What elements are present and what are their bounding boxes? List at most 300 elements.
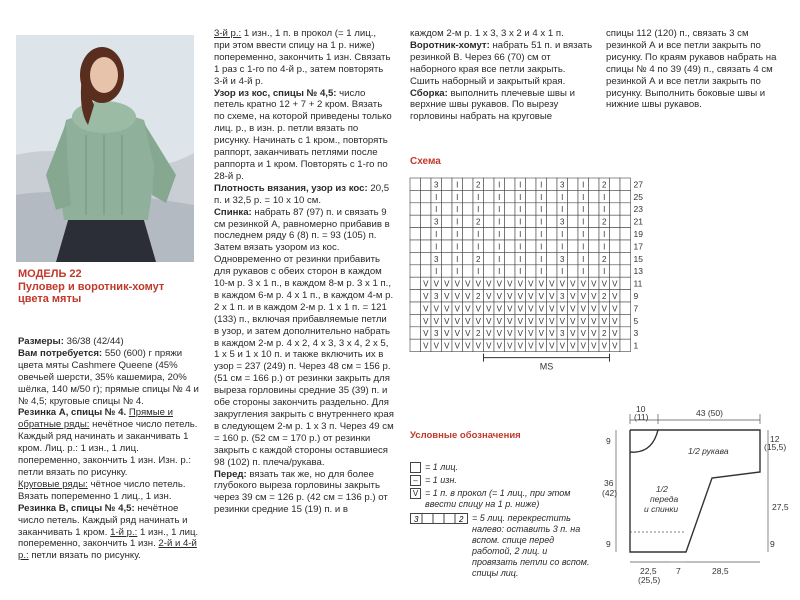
front-text: вязать так же, но для более глубокого выреза горловины закрыть через 39 см = 126 р. (42 см = 136 р.) от резинки средние 15 (19) п. и в <box>214 468 388 516</box>
chart-row-number: 15 <box>633 253 643 264</box>
chart-row-number: 9 <box>633 291 639 301</box>
chart-symbol: I <box>519 267 522 277</box>
chart-symbol: V <box>444 304 450 314</box>
chart-symbol: I <box>540 205 543 215</box>
chart-symbol: V <box>465 279 471 289</box>
chart-symbol: V <box>559 316 565 326</box>
chart-symbol: V <box>570 316 576 326</box>
chart-symbol: V <box>570 329 576 339</box>
row3-label: 3-й р.: <box>214 28 242 39</box>
chart-symbol: V <box>591 329 597 339</box>
chart-cell <box>505 203 516 215</box>
chart-symbol: V <box>549 329 555 339</box>
chart-symbol: V <box>444 316 450 326</box>
chart-symbol: I <box>540 242 543 252</box>
chart-symbol: 3 <box>434 329 439 339</box>
dim-r3: 9 <box>770 539 775 549</box>
chart-symbol: I <box>540 217 543 227</box>
chart-symbol: V <box>538 292 544 301</box>
legend-title: Условные обозначения <box>410 430 521 441</box>
chart-symbol: V <box>601 304 607 314</box>
chart-row-number: 21 <box>633 216 643 227</box>
chart-symbol: V <box>538 279 544 289</box>
gauge-text: 20,5 п. и 32,5 р. = 10 х 10 см. <box>214 182 390 206</box>
chart-symbol: V <box>591 316 597 326</box>
sleeve-label: 1/2 рукава <box>688 446 729 456</box>
chart-symbol: I <box>477 205 480 215</box>
chart-row-number: 7 <box>633 303 639 314</box>
chart-symbol: I <box>519 180 522 190</box>
chart-symbol: 3 <box>434 217 439 227</box>
chart-cell <box>620 190 631 202</box>
front-label: Перед: <box>214 468 247 480</box>
chart-symbol: I <box>435 192 438 202</box>
chart-cell <box>620 339 631 351</box>
chart-symbol: I <box>561 192 564 202</box>
chart-symbol: I <box>540 267 543 277</box>
ribB-row1-text: 1 изн., 1 лиц. попеременно, закончить 1 изн. <box>18 526 199 550</box>
body-label-1: 1/2 <box>656 484 668 494</box>
legend-cable-text: = 5 лиц. перекрестить налево: оставить 3 п. на вспом. спице перед работой, 2 лиц. и провязать петли со вспом. спицы лиц. <box>472 513 590 578</box>
dim-l2: 36 <box>604 478 614 488</box>
chart-symbol: V <box>601 316 607 326</box>
chart-symbol: V <box>465 341 471 351</box>
chart-symbol: V <box>528 341 534 351</box>
chart-cell <box>484 252 495 264</box>
ms-label: MS <box>539 361 554 372</box>
legend-purl <box>410 475 590 486</box>
chart-symbol: 2 <box>602 292 607 301</box>
chart-symbol: I <box>456 267 459 277</box>
chart-symbol: V <box>465 292 471 301</box>
dim-b1: 22,5 <box>640 566 657 576</box>
chart-symbol: V <box>486 329 492 339</box>
gauge-label: Плотность вязания, узор из кос: <box>214 182 368 194</box>
chart-cell <box>421 203 432 215</box>
chart-cell <box>568 265 579 277</box>
chart-symbol: 3 <box>560 217 565 227</box>
chart-symbol: V <box>465 316 471 326</box>
chart-cell <box>526 228 537 240</box>
sizes-value: 36/38 (42/44) <box>66 336 124 347</box>
dim-r1: 12 <box>770 434 780 444</box>
chart-row-number: 1 <box>633 340 639 351</box>
sizes-label: Размеры: <box>18 336 64 347</box>
chart-symbol: 3 <box>560 180 565 190</box>
chart-symbol: V <box>528 279 534 289</box>
chart-cell <box>568 203 579 215</box>
chart-cell <box>526 240 537 252</box>
chart-row-number: 13 <box>633 266 643 277</box>
chart-symbol: I <box>498 205 501 215</box>
chart-cell <box>421 252 432 264</box>
chart-symbol: V <box>528 292 534 301</box>
chart-cell <box>620 252 631 264</box>
chart-cell <box>421 215 432 227</box>
model-name: Пуловер и воротник-хомут цвета мяты <box>18 280 165 305</box>
chart-cell <box>589 265 600 277</box>
chart-symbol: V <box>559 304 565 314</box>
body-label-3: и спинки <box>644 504 679 514</box>
chart-symbol: V <box>570 279 576 289</box>
chart-symbol: I <box>435 242 438 252</box>
chart-symbol: V <box>591 341 597 351</box>
chart-symbol: V <box>486 341 492 351</box>
chart-symbol: I <box>456 192 459 202</box>
chart-symbol: V <box>507 292 513 301</box>
dim-l3: 9 <box>606 539 611 549</box>
chart-cell <box>484 215 495 227</box>
chart-cell <box>442 178 453 190</box>
chart-cell <box>442 203 453 215</box>
chart-symbol: V <box>507 341 513 351</box>
chart-cell <box>610 265 621 277</box>
chart-symbol: I <box>561 242 564 252</box>
chart-cell <box>410 277 421 289</box>
chart-cell <box>610 228 621 240</box>
chart-symbol: I <box>582 205 585 215</box>
chart-symbol: V <box>549 279 555 289</box>
chart-cell <box>610 203 621 215</box>
chart-symbol: I <box>582 254 585 264</box>
chart-cell <box>410 190 421 202</box>
chart-symbol: V <box>559 341 565 351</box>
chart-cell <box>442 228 453 240</box>
chart-symbol: V <box>580 279 586 289</box>
chart-symbol: V <box>549 316 555 326</box>
chart-symbol: 3 <box>560 292 565 301</box>
chart-cell <box>484 265 495 277</box>
column-3 <box>410 28 595 123</box>
ribB-row2-text: петли вязать по рисунку. <box>31 550 141 562</box>
chart-cell <box>568 215 579 227</box>
chart-cell <box>505 228 516 240</box>
chart-symbol: V <box>496 292 502 301</box>
dim-top-a2: (11) <box>634 412 649 422</box>
chart-cell <box>589 228 600 240</box>
chart-symbol: 3 <box>434 292 439 301</box>
chart-symbol: V <box>517 316 523 326</box>
dim-top-b: 43 (50) <box>696 408 723 418</box>
chart-symbol: V <box>475 341 481 351</box>
chart-symbol: V <box>507 304 513 314</box>
chart-symbol: I <box>498 217 501 227</box>
chart-cell <box>410 314 421 326</box>
chart-symbol: V <box>538 316 544 326</box>
chart-row-number: 19 <box>633 229 643 239</box>
column-2 <box>214 28 394 516</box>
chart-symbol: V <box>444 292 450 301</box>
chart-cell <box>568 228 579 240</box>
chart-cell <box>442 265 453 277</box>
chart-symbol: V <box>486 316 492 326</box>
chart-symbol: V <box>517 304 523 314</box>
chart-cell <box>610 252 621 264</box>
chart-cell <box>526 215 537 227</box>
col3-top: каждом 2-м р. 1 х 3, 3 х 2 и 4 х 1 п. <box>410 28 564 39</box>
chart-symbol: I <box>582 242 585 252</box>
chart-symbol: I <box>561 205 564 215</box>
chart-cell <box>410 178 421 190</box>
legend-prokol <box>410 488 590 510</box>
chart-symbol: V <box>591 279 597 289</box>
chart-symbol: V <box>475 304 481 314</box>
chart-symbol: V <box>496 329 502 339</box>
chart-symbol: V <box>444 279 450 289</box>
chart-symbol: I <box>540 230 543 239</box>
chart-cell <box>568 178 579 190</box>
chart-cell <box>421 228 432 240</box>
chart-symbol: V <box>496 304 502 314</box>
legend-prokol-text: = 1 п. в прокол (= 1 лиц., при этом ввести спицу на 1 р. ниже) <box>425 488 571 509</box>
dim-r1b: (15,5) <box>764 442 787 452</box>
chart-cell <box>610 190 621 202</box>
chart-symbol: I <box>519 192 522 202</box>
chart-symbol: I <box>519 230 522 239</box>
model-title <box>18 268 198 306</box>
chart-cell <box>620 240 631 252</box>
chart-cell <box>410 203 421 215</box>
cable-label: Узор из кос, спицы № 4,5: <box>214 87 337 99</box>
chart-symbol: V <box>580 304 586 314</box>
chart-symbol: V <box>465 304 471 314</box>
chart-symbol: V <box>570 292 576 301</box>
chart-symbol: V <box>538 304 544 314</box>
chart-symbol: I <box>456 254 459 264</box>
chart-symbol: I <box>519 242 522 252</box>
chart-cell <box>547 190 558 202</box>
chart-cell <box>463 228 474 240</box>
chart-symbol: I <box>477 267 480 277</box>
chart-symbol: I <box>582 180 585 190</box>
need-label: Вам потребуется: <box>18 347 103 359</box>
chart-cell <box>505 265 516 277</box>
chart-cell <box>547 215 558 227</box>
chart-cell <box>421 240 432 252</box>
ribA-link: Прямые и обратные ряды: <box>18 407 174 431</box>
chart-symbol: V <box>517 341 523 351</box>
chart-symbol: V <box>486 292 492 301</box>
chart-cell <box>620 178 631 190</box>
legend-cable-a: 3 <box>414 515 419 524</box>
chart-symbol: V <box>612 341 618 351</box>
ribB-label: Резинка В, спицы № 4,5: <box>18 502 135 514</box>
chart-symbol: 2 <box>602 180 607 190</box>
chart-cell <box>568 252 579 264</box>
chart-symbol: I <box>498 242 501 252</box>
chart-cell <box>505 252 516 264</box>
chart-row-number: 23 <box>633 204 643 215</box>
chart-cell <box>442 215 453 227</box>
chart-symbol: 3 <box>560 329 565 339</box>
chart-cell <box>421 178 432 190</box>
chart-cell <box>547 252 558 264</box>
need-value: 550 (600) г пряжи цвета мяты Cashmere Queene (45% овечьей шерсти, 35% кашемира, 20% шёлка, 140 м/50 г); прямые спицы № 4 и № 4,5; круговые спицы № 4. <box>18 347 199 407</box>
chart-cell <box>484 190 495 202</box>
chart-cell <box>620 203 631 215</box>
chart-symbol: V <box>433 341 439 351</box>
chart-symbol: V <box>517 279 523 289</box>
chart-symbol: I <box>561 230 564 239</box>
chart-symbol: I <box>456 180 459 190</box>
chart-cell <box>463 190 474 202</box>
chart-row-number: 5 <box>633 315 639 326</box>
scheme-title: Схема <box>410 156 441 167</box>
chart-symbol: I <box>498 192 501 202</box>
chart-symbol: V <box>528 329 534 339</box>
assembly-text: выполнить плечевые швы и верхние швы рукавов. По вырезу горловины набрать на круговые <box>410 87 575 123</box>
chart-symbol: V <box>612 316 618 326</box>
cable-text: число петель кратно 12 + 7 + 2 кром. Вязать по схеме, на которой приведены только лиц. р., в изн. р. петли вязать по рисунку. Начинать с 1 кром., повторять раппорт, заканчивать петлями после раппорта и 1 кром. Повторять с 1-го по 28-й р. <box>214 87 392 182</box>
chart-symbol: V <box>454 292 460 301</box>
chart-cell <box>547 178 558 190</box>
chart-symbol: I <box>582 267 585 277</box>
chart-cell <box>442 240 453 252</box>
chart-cell <box>620 290 631 302</box>
legend-cable-b: 2 <box>459 515 464 524</box>
chart-cell <box>589 190 600 202</box>
model-photo <box>16 35 194 262</box>
chart-cell <box>589 215 600 227</box>
chart-cell <box>610 178 621 190</box>
chart-symbol: I <box>540 254 543 264</box>
dim-r2: 27,5 <box>772 502 789 512</box>
chart-cell <box>547 228 558 240</box>
chart-cell <box>410 252 421 264</box>
dim-b1b: (25,5) <box>638 575 661 585</box>
chart-symbol: V <box>559 279 565 289</box>
v-symbol-icon: V <box>410 488 421 499</box>
chart-cell <box>589 203 600 215</box>
chart-cell <box>442 252 453 264</box>
chart-row-number: 11 <box>633 278 643 289</box>
chart-cell <box>410 215 421 227</box>
chart-cell <box>589 178 600 190</box>
chart-symbol: I <box>435 205 438 215</box>
chart-symbol: I <box>540 180 543 190</box>
ribA-text: нечётное число петель. Каждый ряд начинать и заканчивать 1 кром. Лиц. р.: 1 изн., 1 лиц. попеременно, закончить 1 изн. Изн. р.: петли вязать по рисунку. <box>18 419 198 478</box>
chart-cell <box>484 203 495 215</box>
chart-symbol: V <box>601 279 607 289</box>
chart-cell <box>410 339 421 351</box>
chart-symbol: I <box>456 230 459 239</box>
cable-symbol-icon <box>410 513 468 524</box>
chart-symbol: 2 <box>602 329 607 339</box>
chart-symbol: V <box>580 292 586 301</box>
chart-symbol: V <box>612 279 618 289</box>
chart-symbol: I <box>477 192 480 202</box>
chart-symbol: V <box>549 304 555 314</box>
chart-cell <box>505 215 516 227</box>
column-4 <box>606 28 784 111</box>
chart-symbol: V <box>444 329 450 339</box>
circ-text: чётное число петель. Вязать попеременно 1 лиц., 1 изн. <box>18 478 186 502</box>
assembly-label: Сборка: <box>410 87 448 99</box>
chart-symbol: 3 <box>434 180 439 190</box>
chart-symbol: I <box>603 192 606 202</box>
chart-symbol: V <box>570 304 576 314</box>
chart-symbol: I <box>456 205 459 215</box>
body-label-2: переда <box>650 494 679 504</box>
chart-symbol: V <box>601 341 607 351</box>
chart-symbol: I <box>477 242 480 252</box>
chart-cell <box>410 327 421 339</box>
chart-symbol: I <box>540 192 543 202</box>
chart-symbol: 2 <box>476 292 481 301</box>
chart-symbol: V <box>507 316 513 326</box>
chart-symbol: V <box>423 316 429 326</box>
chart-symbol: 2 <box>476 180 481 190</box>
chart-symbol: I <box>519 217 522 227</box>
chart-cell <box>547 265 558 277</box>
chart-cell <box>620 228 631 240</box>
chart-symbol: V <box>423 329 429 339</box>
chart-symbol: I <box>561 267 564 277</box>
chart-cell <box>410 265 421 277</box>
chart-cell <box>620 215 631 227</box>
chart-symbol: V <box>486 279 492 289</box>
chart-cell <box>484 228 495 240</box>
chart-symbol: V <box>612 292 618 301</box>
chart-cell <box>463 203 474 215</box>
chart-symbol: I <box>435 267 438 277</box>
chart-symbol: V <box>570 341 576 351</box>
chart-symbol: I <box>603 230 606 239</box>
chart-cell <box>620 314 631 326</box>
collar-text: набрать 51 п. и вязать резинкой В. Через 66 (70) см от наборного края все петли закрыть. Сшить наборный и закрытый края. <box>410 39 593 87</box>
ribB-text: нечётное число петель. Каждый ряд начинать и заканчивать 1 кром. <box>18 502 188 538</box>
chart-cell <box>463 178 474 190</box>
chart-symbol: 2 <box>476 329 481 339</box>
chart-cell <box>410 228 421 240</box>
chart-symbol: V <box>433 316 439 326</box>
chart-cell <box>589 252 600 264</box>
chart-symbol: 2 <box>476 217 481 227</box>
ribB-row2: 2-й и 4-й р.: <box>18 538 197 562</box>
chart-symbol: V <box>580 329 586 339</box>
chart-row-number: 3 <box>633 328 639 339</box>
chart-symbol: V <box>612 304 618 314</box>
back-label: Спинка: <box>214 206 252 218</box>
chart-symbol: I <box>435 230 438 239</box>
chart-symbol: V <box>444 341 450 351</box>
knitting-chart <box>408 176 676 372</box>
chart-symbol: I <box>603 242 606 252</box>
chart-symbol: V <box>496 341 502 351</box>
chart-row-number: 25 <box>633 191 643 202</box>
chart-symbol: I <box>498 267 501 277</box>
chart-symbol: V <box>496 279 502 289</box>
ribA-label: Резинка А, спицы № 4. <box>18 407 127 419</box>
chart-cell <box>568 240 579 252</box>
collar-label: Воротник-хомут: <box>410 39 490 51</box>
chart-cell <box>610 215 621 227</box>
chart-cell <box>463 265 474 277</box>
pattern-diagram <box>600 402 796 592</box>
dim-top-a: 10 <box>636 404 646 414</box>
chart-cell <box>463 252 474 264</box>
chart-symbol: I <box>456 242 459 252</box>
chart-row-number: 17 <box>633 241 643 252</box>
chart-symbol: V <box>517 329 523 339</box>
knit-symbol-icon <box>410 462 421 473</box>
chart-symbol: 2 <box>602 217 607 227</box>
chart-symbol: V <box>612 329 618 339</box>
chart-symbol: I <box>582 230 585 239</box>
back-text: набрать 87 (97) п. и связать 9 см резинкой А, равномерно прибавив в последнем ряду 6 (8) п. = 93 (105) п. Затем вязать узором из кос. Одновременно от резинки прибавить для рукавов с обеих сторон в каждом 10-м р. 3 х 1 п., в каждом 8-м р. 3 х 1 п., в каждом 6-м р. 4 х 1 п., в каждом 4-м р. 2 х 1 п. и в каждом 2-м р. 1 х 1 п. = 121 (133) п., включая прибавляемые петли в узор, и затем дополнительно набрать в каждом 2-м р. 4 х 2, 4 х 3, 3 х 4, 2 х 5, 1 х 5 и 1 х 10 п. и также включить их в узор = 237 (249) п. Через 48 см = 156 р. (51 см = 166 р.) от резинки закрыть для выреза горловины средние 35 (39) п. и обе стороны закончить раздельно. Для закругления закрыть с внутреннего края в следующем 2-м р. 1 х 3 п. Через 49 см = 160 р. (52 см = 170 р.) от резинки закрыть с каждой стороны оставшиеся 98 (102) п. плеча/рукава. <box>214 206 394 468</box>
chart-symbol: V <box>433 304 439 314</box>
chart-cell <box>410 302 421 314</box>
